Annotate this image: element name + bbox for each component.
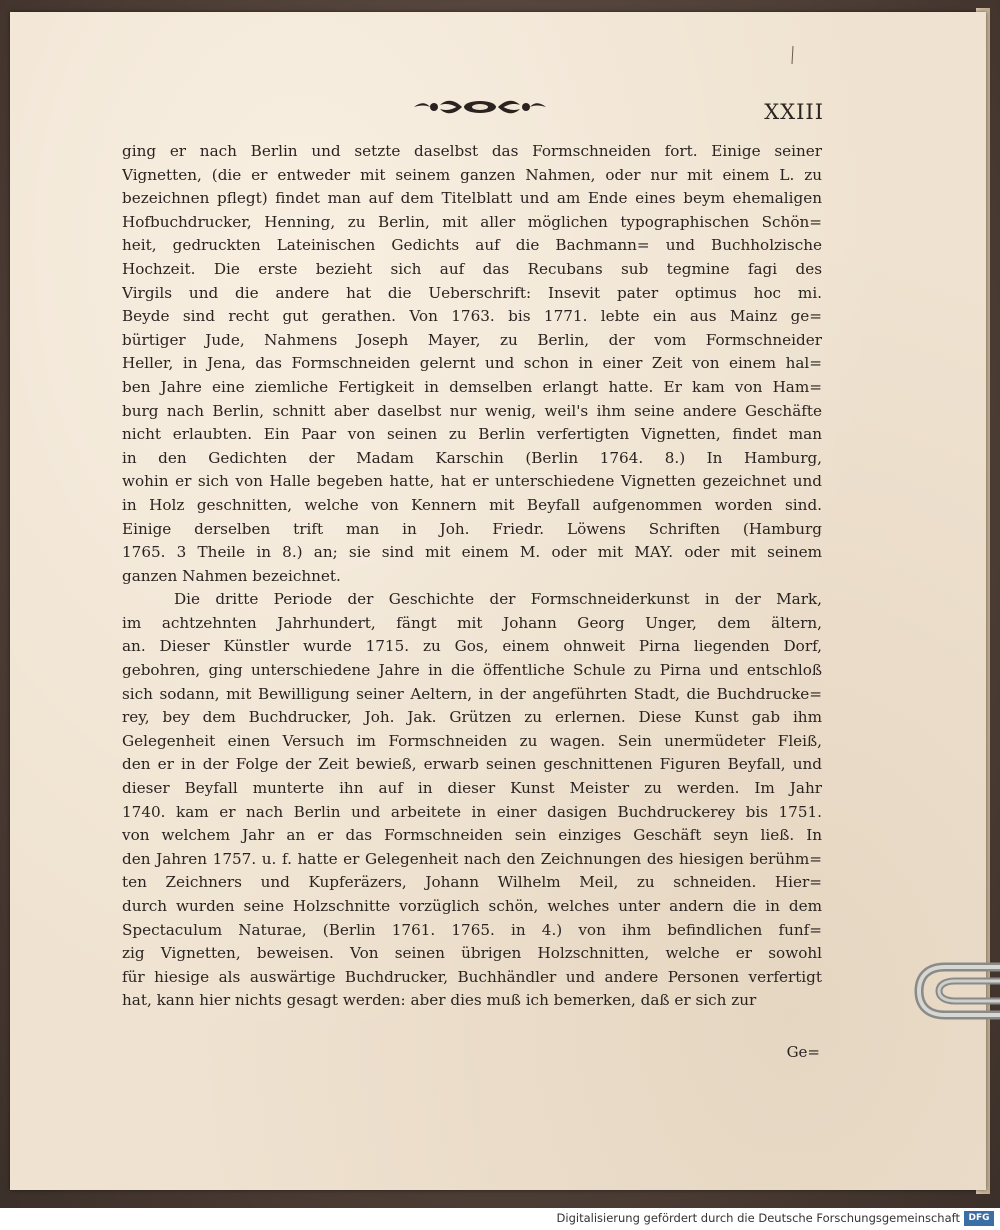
body-text	[122, 140, 822, 1013]
text-line: Spectaculum Naturae, (Berlin 1761. 1765. in 4.) von ihm befindlichen funf=	[122, 920, 822, 939]
text-line: burg nach Berlin, schnitt aber daselbst nur wenig, weil's ihm seine andere Geschäfte	[122, 401, 822, 420]
catchword: Ge=	[786, 1043, 820, 1061]
text-line: Hofbuchdrucker, Henning, zu Berlin, mit aller möglichen typographischen Schön=	[122, 212, 822, 231]
text-line: für hiesige als auswärtige Buchdrucker, Buchhändler und andere Personen verfertigt	[122, 967, 822, 986]
page-number: XXIII	[764, 100, 824, 124]
text-line: hat, kann hier nichts gesagt werden: aber dies muß ich bemerken, daß er sich zur	[122, 991, 757, 1010]
text-line: Hochzeit. Die erste bezieht sich auf das Recubans sub tegmine fagi des	[122, 259, 822, 278]
text-line: ben Jahre eine ziemliche Fertigkeit in demselben erlangt hatte. Er kam von Ham=	[122, 377, 822, 396]
text-line: Einige derselben trift man in Joh. Friedr. Löwens Schriften (Hamburg	[122, 519, 822, 538]
text-line: 1765. 3 Theile in 8.) an; sie sind mit einem M. oder mit MAY. oder mit seinem	[122, 543, 822, 562]
text-line: von welchem Jahr an er das Formschneiden sein einziges Geschäft seyn ließ. In	[122, 826, 822, 845]
text-line: wohin er sich von Halle begeben hatte, hat er unterschiedene Vignetten gezeichnet und	[122, 472, 822, 491]
text-line: in den Gedichten der Madam Karschin (Berlin 1764. 8.) In Hamburg,	[122, 448, 822, 467]
text-line: Gelegenheit einen Versuch im Formschneiden zu wagen. Sein unermüdeter Fleiß,	[122, 731, 822, 750]
text-line: im achtzehnten Jahrhundert, fängt mit Johann Georg Unger, dem ältern,	[122, 613, 822, 632]
text-line: den Jahren 1757. u. f. hatte er Gelegenheit nach den Zeichnungen des hiesigen berühm=	[122, 849, 822, 868]
text-line: bürtiger Jude, Nahmens Joseph Mayer, zu Berlin, der vom Formschneider	[122, 330, 822, 349]
text-line: zig Vignetten, beweisen. Von seinen übrigen Holzschnitten, welche er sowohl	[122, 944, 822, 963]
text-line: ten Zeichners und Kupferäzers, Johann Wilhelm Meil, zu schneiden. Hier=	[122, 873, 822, 892]
text-line: in Holz geschnitten, welche von Kennern mit Beyfall aufgenommen worden sind.	[122, 495, 822, 514]
text-line: nicht erlaubten. Ein Paar von seinen zu Berlin verfertigten Vignetten, findet man	[122, 425, 822, 444]
text-line: Virgils und die andere hat die Ueberschrift: Insevit pater optimus hoc mi.	[122, 283, 822, 302]
funding-credit: Digitalisierung gefördert durch die Deutsche Forschungsgemeinschaft	[556, 1211, 960, 1225]
text-line: sich sodann, mit Bewilligung seiner Aeltern, in der angeführten Stadt, die Buchdrucke=	[122, 684, 822, 703]
text-line: ging er nach Berlin und setzte daselbst das Formschneiden fort. Einige seiner	[122, 142, 822, 160]
text-line: 1740. kam er nach Berlin und arbeitete in einer dasigen Buchdruckerey bis 1751.	[122, 802, 822, 821]
printer-ornament-icon	[410, 96, 550, 118]
text-line: heit, gedruckten Lateinischen Gedichts auf die Bachmann= und Buchholzische	[122, 236, 822, 255]
text-line: durch wurden seine Holzschnitte vorzüglich schön, welches unter andern die in dem	[122, 897, 822, 915]
text-line: Die dritte Periode der Geschichte der Formschneiderkunst in der Mark,	[174, 590, 822, 609]
text-line: den er in der Folge der Zeit bewieß, erwarb seinen geschnittenen Figuren Beyfall, und	[122, 755, 822, 774]
dfg-logo: DFG	[964, 1211, 994, 1226]
text-line: Vignetten, (die er entweder mit seinem ganzen Nahmen, oder nur mit einem L. zu	[122, 165, 822, 184]
text-line: bezeichnen pflegt) findet man auf dem Titelblatt und am Ende eines beym ehemaligen	[122, 189, 822, 208]
text-line: Beyde sind recht gut gerathen. Von 1763. bis 1771. lebte ein aus Mainz ge=	[122, 307, 822, 326]
text-line: gebohren, ging unterschiedene Jahre in die öffentliche Schule zu Pirna und entschloß	[122, 661, 822, 680]
text-line: ganzen Nahmen bezeichnet.	[122, 566, 341, 585]
paper-clip-icon	[905, 955, 1000, 1035]
text-line: dieser Beyfall munterte ihn auf in dieser Kunst Meister zu werden. Im Jahr	[122, 779, 822, 798]
text-line: Heller, in Jena, das Formschneiden gelernt und schon in einer Zeit von einem hal=	[122, 354, 822, 373]
pencil-mark	[790, 46, 796, 64]
text-line: rey, bey dem Buchdrucker, Joh. Jak. Grützen zu erlernen. Diese Kunst gab ihm	[122, 708, 822, 727]
text-line: an. Dieser Künstler wurde 1715. zu Gos, einem ohnweit Pirna liegenden Dorf,	[122, 637, 822, 656]
